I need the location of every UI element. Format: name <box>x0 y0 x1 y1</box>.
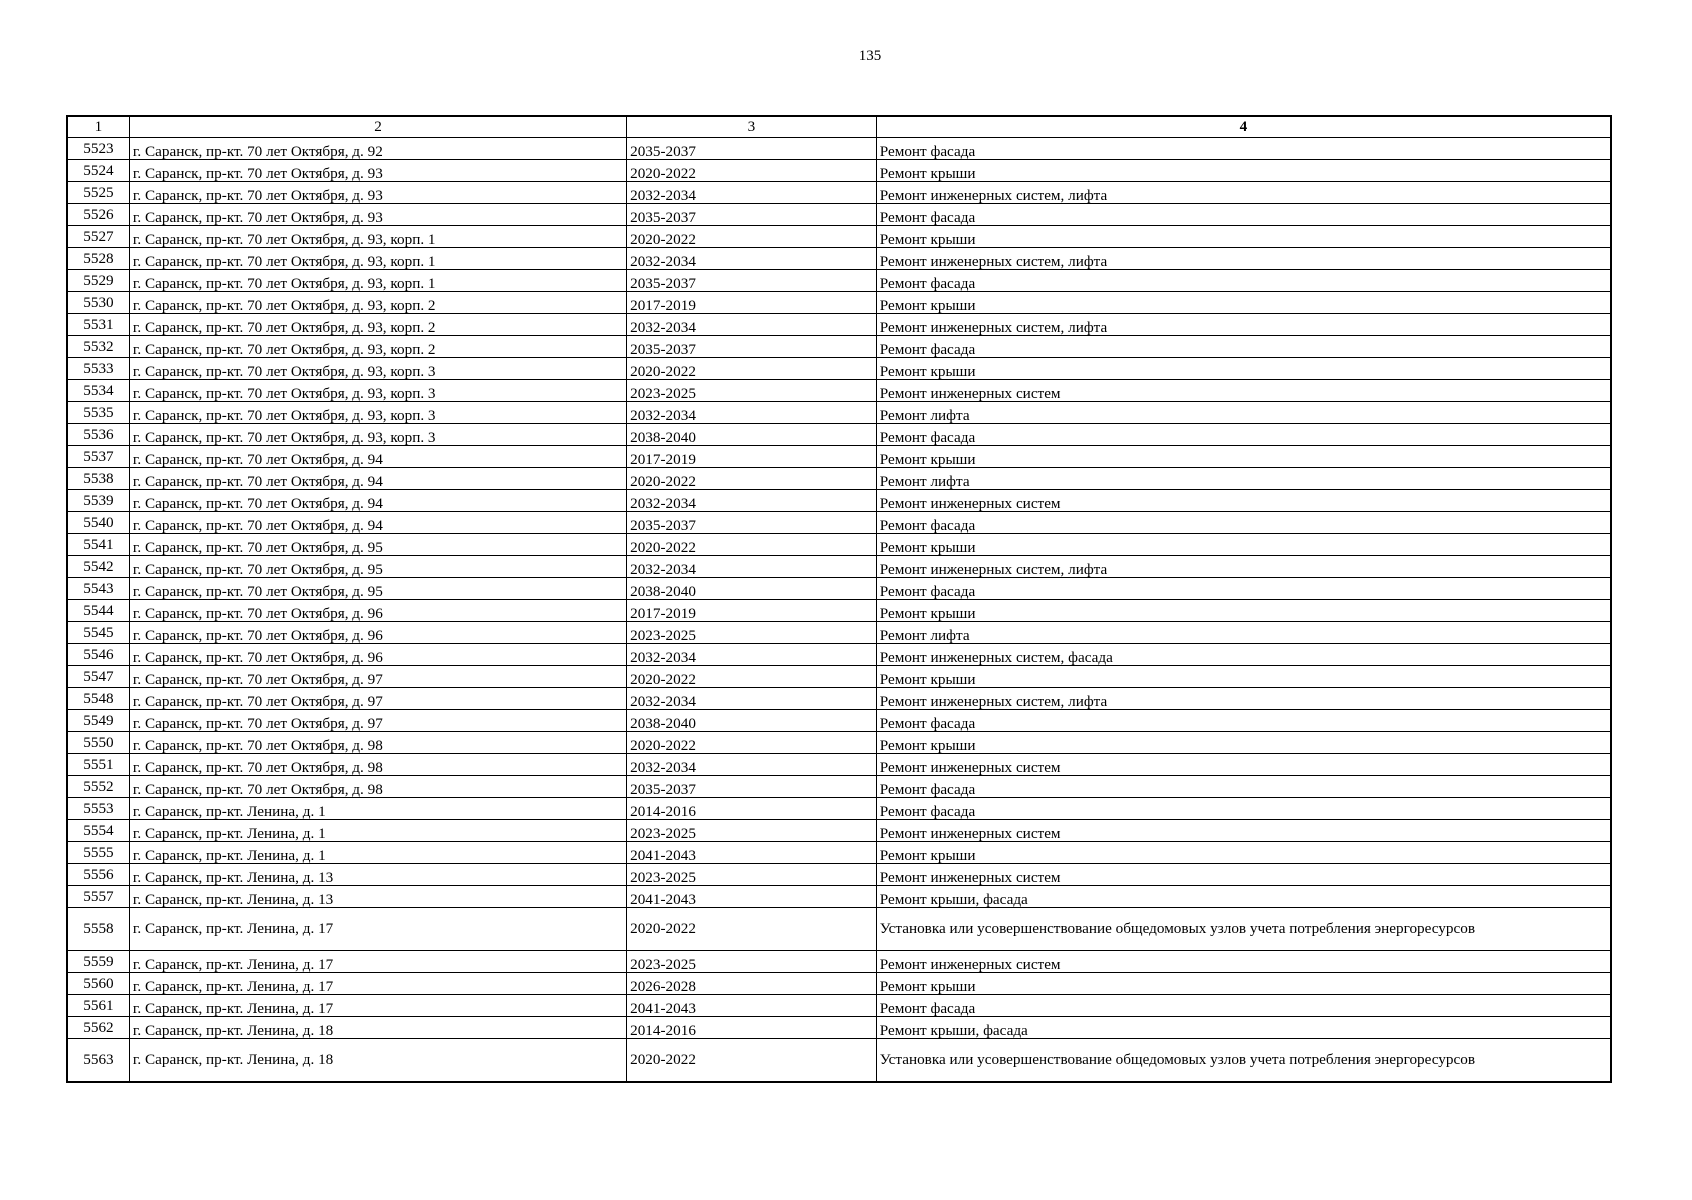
row-number-cell: 5553 <box>67 798 129 820</box>
period-cell: 2035-2037 <box>627 138 877 160</box>
period-cell: 2032-2034 <box>627 688 877 710</box>
address-cell: г. Саранск, пр-кт. Ленина, д. 17 <box>129 908 626 951</box>
period-cell: 2020-2022 <box>627 666 877 688</box>
address-cell: г. Саранск, пр-кт. 70 лет Октября, д. 93, корп. 2 <box>129 336 626 358</box>
table-row <box>67 358 1611 380</box>
period-cell: 2038-2040 <box>627 424 877 446</box>
address-cell: г. Саранск, пр-кт. 70 лет Октября, д. 93, корп. 2 <box>129 292 626 314</box>
row-number-cell: 5545 <box>67 622 129 644</box>
period-cell: 2041-2043 <box>627 886 877 908</box>
work-type-cell: Ремонт инженерных систем, лифта <box>876 556 1611 578</box>
address-cell: г. Саранск, пр-кт. 70 лет Октября, д. 94 <box>129 512 626 534</box>
row-number-cell: 5547 <box>67 666 129 688</box>
table-row <box>67 424 1611 446</box>
row-number-cell: 5556 <box>67 864 129 886</box>
table-row <box>67 490 1611 512</box>
period-cell: 2032-2034 <box>627 402 877 424</box>
row-number-cell: 5546 <box>67 644 129 666</box>
period-cell: 2035-2037 <box>627 512 877 534</box>
table-body <box>67 138 1611 1083</box>
table-row <box>67 512 1611 534</box>
period-cell: 2020-2022 <box>627 468 877 490</box>
row-number-cell: 5536 <box>67 424 129 446</box>
table-row <box>67 666 1611 688</box>
table-row <box>67 600 1611 622</box>
work-type-cell: Ремонт крыши <box>876 666 1611 688</box>
period-cell: 2020-2022 <box>627 534 877 556</box>
address-cell: г. Саранск, пр-кт. 70 лет Октября, д. 96 <box>129 600 626 622</box>
address-cell: г. Саранск, пр-кт. 70 лет Октября, д. 95 <box>129 556 626 578</box>
address-cell: г. Саранск, пр-кт. 70 лет Октября, д. 93 <box>129 160 626 182</box>
period-cell: 2023-2025 <box>627 864 877 886</box>
period-cell: 2014-2016 <box>627 798 877 820</box>
period-cell: 2020-2022 <box>627 226 877 248</box>
table-row <box>67 380 1611 402</box>
row-number-cell: 5530 <box>67 292 129 314</box>
row-number-cell: 5535 <box>67 402 129 424</box>
table-row <box>67 995 1611 1017</box>
row-number-cell: 5552 <box>67 776 129 798</box>
work-type-cell: Ремонт фасада <box>876 578 1611 600</box>
address-cell: г. Саранск, пр-кт. 70 лет Октября, д. 94 <box>129 468 626 490</box>
address-cell: г. Саранск, пр-кт. Ленина, д. 1 <box>129 842 626 864</box>
row-number-cell: 5525 <box>67 182 129 204</box>
work-type-cell: Ремонт крыши <box>876 292 1611 314</box>
period-cell: 2023-2025 <box>627 951 877 973</box>
row-number-cell: 5555 <box>67 842 129 864</box>
table-row <box>67 820 1611 842</box>
row-number-cell: 5550 <box>67 732 129 754</box>
column-header-2: 2 <box>129 116 626 138</box>
period-cell: 2041-2043 <box>627 995 877 1017</box>
period-cell: 2023-2025 <box>627 622 877 644</box>
work-type-cell: Ремонт инженерных систем <box>876 490 1611 512</box>
address-cell: г. Саранск, пр-кт. 70 лет Октября, д. 94 <box>129 446 626 468</box>
work-type-cell: Ремонт крыши <box>876 842 1611 864</box>
row-number-cell: 5533 <box>67 358 129 380</box>
work-type-cell: Ремонт крыши <box>876 358 1611 380</box>
address-cell: г. Саранск, пр-кт. 70 лет Октября, д. 98 <box>129 732 626 754</box>
period-cell: 2032-2034 <box>627 314 877 336</box>
page-number: 135 <box>858 48 882 64</box>
address-cell: г. Саранск, пр-кт. 70 лет Октября, д. 97 <box>129 710 626 732</box>
row-number-cell: 5531 <box>67 314 129 336</box>
address-cell: г. Саранск, пр-кт. 70 лет Октября, д. 93, корп. 1 <box>129 226 626 248</box>
period-cell: 2023-2025 <box>627 380 877 402</box>
table-row <box>67 710 1611 732</box>
address-cell: г. Саранск, пр-кт. 70 лет Октября, д. 98 <box>129 754 626 776</box>
table-row <box>67 204 1611 226</box>
work-type-cell: Ремонт крыши <box>876 534 1611 556</box>
row-number-cell: 5532 <box>67 336 129 358</box>
table-row <box>67 908 1611 951</box>
work-type-cell: Ремонт инженерных систем, лифта <box>876 688 1611 710</box>
address-cell: г. Саранск, пр-кт. 70 лет Октября, д. 96 <box>129 622 626 644</box>
period-cell: 2020-2022 <box>627 358 877 380</box>
row-number-cell: 5549 <box>67 710 129 732</box>
table-row <box>67 248 1611 270</box>
address-cell: г. Саранск, пр-кт. Ленина, д. 13 <box>129 886 626 908</box>
work-type-cell: Ремонт крыши <box>876 600 1611 622</box>
address-cell: г. Саранск, пр-кт. Ленина, д. 18 <box>129 1039 626 1083</box>
address-cell: г. Саранск, пр-кт. 70 лет Октября, д. 93 <box>129 182 626 204</box>
table-row <box>67 754 1611 776</box>
address-cell: г. Саранск, пр-кт. Ленина, д. 13 <box>129 864 626 886</box>
work-type-cell: Ремонт инженерных систем, лифта <box>876 182 1611 204</box>
work-type-cell: Ремонт крыши, фасада <box>876 886 1611 908</box>
period-cell: 2035-2037 <box>627 336 877 358</box>
row-number-cell: 5562 <box>67 1017 129 1039</box>
table-row <box>67 732 1611 754</box>
work-type-cell: Ремонт фасада <box>876 270 1611 292</box>
table-row <box>67 534 1611 556</box>
work-type-cell: Ремонт крыши <box>876 446 1611 468</box>
table-row <box>67 556 1611 578</box>
row-number-cell: 5551 <box>67 754 129 776</box>
table-row <box>67 886 1611 908</box>
period-cell: 2032-2034 <box>627 182 877 204</box>
row-number-cell: 5524 <box>67 160 129 182</box>
period-cell: 2032-2034 <box>627 644 877 666</box>
address-cell: г. Саранск, пр-кт. 70 лет Октября, д. 97 <box>129 688 626 710</box>
work-type-cell: Ремонт фасада <box>876 424 1611 446</box>
row-number-cell: 5539 <box>67 490 129 512</box>
table-header-row <box>67 116 1611 138</box>
row-number-cell: 5538 <box>67 468 129 490</box>
period-cell: 2035-2037 <box>627 776 877 798</box>
table-row <box>67 226 1611 248</box>
table-row <box>67 973 1611 995</box>
address-cell: г. Саранск, пр-кт. 70 лет Октября, д. 93, корп. 3 <box>129 402 626 424</box>
address-cell: г. Саранск, пр-кт. 70 лет Октября, д. 93 <box>129 204 626 226</box>
work-type-cell: Ремонт лифта <box>876 402 1611 424</box>
row-number-cell: 5537 <box>67 446 129 468</box>
address-cell: г. Саранск, пр-кт. 70 лет Октября, д. 92 <box>129 138 626 160</box>
period-cell: 2023-2025 <box>627 820 877 842</box>
work-type-cell: Ремонт крыши <box>876 732 1611 754</box>
period-cell: 2017-2019 <box>627 600 877 622</box>
work-type-cell: Ремонт инженерных систем <box>876 951 1611 973</box>
row-number-cell: 5554 <box>67 820 129 842</box>
address-cell: г. Саранск, пр-кт. 70 лет Октября, д. 96 <box>129 644 626 666</box>
period-cell: 2035-2037 <box>627 204 877 226</box>
column-header-1: 1 <box>67 116 129 138</box>
row-number-cell: 5558 <box>67 908 129 951</box>
row-number-cell: 5534 <box>67 380 129 402</box>
work-type-cell: Ремонт крыши <box>876 160 1611 182</box>
period-cell: 2020-2022 <box>627 1039 877 1083</box>
address-cell: г. Саранск, пр-кт. 70 лет Октября, д. 93, корп. 3 <box>129 424 626 446</box>
table-row <box>67 951 1611 973</box>
table-row <box>67 688 1611 710</box>
work-type-cell: Ремонт фасада <box>876 710 1611 732</box>
work-type-cell: Ремонт лифта <box>876 468 1611 490</box>
row-number-cell: 5543 <box>67 578 129 600</box>
row-number-cell: 5542 <box>67 556 129 578</box>
work-type-cell: Ремонт лифта <box>876 622 1611 644</box>
address-cell: г. Саранск, пр-кт. Ленина, д. 17 <box>129 995 626 1017</box>
table-row <box>67 292 1611 314</box>
work-type-cell: Ремонт фасада <box>876 204 1611 226</box>
row-number-cell: 5563 <box>67 1039 129 1083</box>
period-cell: 2020-2022 <box>627 160 877 182</box>
period-cell: 2026-2028 <box>627 973 877 995</box>
work-type-cell: Ремонт фасада <box>876 995 1611 1017</box>
address-cell: г. Саранск, пр-кт. 70 лет Октября, д. 95 <box>129 578 626 600</box>
period-cell: 2041-2043 <box>627 842 877 864</box>
address-cell: г. Саранск, пр-кт. 70 лет Октября, д. 95 <box>129 534 626 556</box>
row-number-cell: 5548 <box>67 688 129 710</box>
table-row <box>67 864 1611 886</box>
row-number-cell: 5544 <box>67 600 129 622</box>
column-header-4: 4 <box>876 116 1611 138</box>
table-row <box>67 314 1611 336</box>
table-row <box>67 160 1611 182</box>
address-cell: г. Саранск, пр-кт. 70 лет Октября, д. 93, корп. 3 <box>129 358 626 380</box>
work-type-cell: Установка или усовершенствование общедомовых узлов учета потребления энергоресурсов <box>876 908 1611 951</box>
work-type-cell: Ремонт фасада <box>876 776 1611 798</box>
work-type-cell: Ремонт инженерных систем <box>876 820 1611 842</box>
work-type-cell: Ремонт фасада <box>876 798 1611 820</box>
work-type-cell: Установка или усовершенствование общедомовых узлов учета потребления энергоресурсов <box>876 1039 1611 1083</box>
row-number-cell: 5561 <box>67 995 129 1017</box>
column-header-3: 3 <box>627 116 877 138</box>
row-number-cell: 5527 <box>67 226 129 248</box>
table-row <box>67 446 1611 468</box>
address-cell: г. Саранск, пр-кт. 70 лет Октября, д. 93, корп. 1 <box>129 248 626 270</box>
table-row <box>67 798 1611 820</box>
work-type-cell: Ремонт фасада <box>876 512 1611 534</box>
table-row <box>67 138 1611 160</box>
address-cell: г. Саранск, пр-кт. Ленина, д. 17 <box>129 973 626 995</box>
period-cell: 2038-2040 <box>627 578 877 600</box>
period-cell: 2020-2022 <box>627 908 877 951</box>
work-type-cell: Ремонт крыши <box>876 973 1611 995</box>
row-number-cell: 5526 <box>67 204 129 226</box>
period-cell: 2038-2040 <box>627 710 877 732</box>
table-row <box>67 468 1611 490</box>
work-type-cell: Ремонт инженерных систем, лифта <box>876 314 1611 336</box>
row-number-cell: 5528 <box>67 248 129 270</box>
table-row <box>67 622 1611 644</box>
period-cell: 2017-2019 <box>627 446 877 468</box>
work-type-cell: Ремонт инженерных систем, лифта <box>876 248 1611 270</box>
address-cell: г. Саранск, пр-кт. Ленина, д. 18 <box>129 1017 626 1039</box>
row-number-cell: 5529 <box>67 270 129 292</box>
period-cell: 2032-2034 <box>627 490 877 512</box>
table-row <box>67 270 1611 292</box>
table-row <box>67 578 1611 600</box>
row-number-cell: 5559 <box>67 951 129 973</box>
address-cell: г. Саранск, пр-кт. 70 лет Октября, д. 98 <box>129 776 626 798</box>
work-type-cell: Ремонт крыши, фасада <box>876 1017 1611 1039</box>
work-type-cell: Ремонт крыши <box>876 226 1611 248</box>
period-cell: 2032-2034 <box>627 754 877 776</box>
address-cell: г. Саранск, пр-кт. Ленина, д. 17 <box>129 951 626 973</box>
address-cell: г. Саранск, пр-кт. Ленина, д. 1 <box>129 798 626 820</box>
address-cell: г. Саранск, пр-кт. 70 лет Октября, д. 93, корп. 1 <box>129 270 626 292</box>
work-type-cell: Ремонт инженерных систем <box>876 864 1611 886</box>
period-cell: 2020-2022 <box>627 732 877 754</box>
row-number-cell: 5560 <box>67 973 129 995</box>
table-row <box>67 776 1611 798</box>
table-row <box>67 182 1611 204</box>
work-type-cell: Ремонт инженерных систем <box>876 754 1611 776</box>
row-number-cell: 5523 <box>67 138 129 160</box>
period-cell: 2014-2016 <box>627 1017 877 1039</box>
period-cell: 2032-2034 <box>627 556 877 578</box>
table-row <box>67 644 1611 666</box>
work-type-cell: Ремонт инженерных систем <box>876 380 1611 402</box>
period-cell: 2032-2034 <box>627 248 877 270</box>
table-row <box>67 1039 1611 1083</box>
period-cell: 2035-2037 <box>627 270 877 292</box>
repair-schedule-table <box>66 115 1612 1083</box>
address-cell: г. Саранск, пр-кт. 70 лет Октября, д. 94 <box>129 490 626 512</box>
work-type-cell: Ремонт фасада <box>876 138 1611 160</box>
period-cell: 2017-2019 <box>627 292 877 314</box>
table-row <box>67 402 1611 424</box>
address-cell: г. Саранск, пр-кт. 70 лет Октября, д. 97 <box>129 666 626 688</box>
address-cell: г. Саранск, пр-кт. 70 лет Октября, д. 93, корп. 2 <box>129 314 626 336</box>
table-row <box>67 1017 1611 1039</box>
row-number-cell: 5540 <box>67 512 129 534</box>
row-number-cell: 5557 <box>67 886 129 908</box>
work-type-cell: Ремонт фасада <box>876 336 1611 358</box>
table-row <box>67 842 1611 864</box>
address-cell: г. Саранск, пр-кт. Ленина, д. 1 <box>129 820 626 842</box>
table-row <box>67 336 1611 358</box>
row-number-cell: 5541 <box>67 534 129 556</box>
address-cell: г. Саранск, пр-кт. 70 лет Октября, д. 93, корп. 3 <box>129 380 626 402</box>
work-type-cell: Ремонт инженерных систем, фасада <box>876 644 1611 666</box>
